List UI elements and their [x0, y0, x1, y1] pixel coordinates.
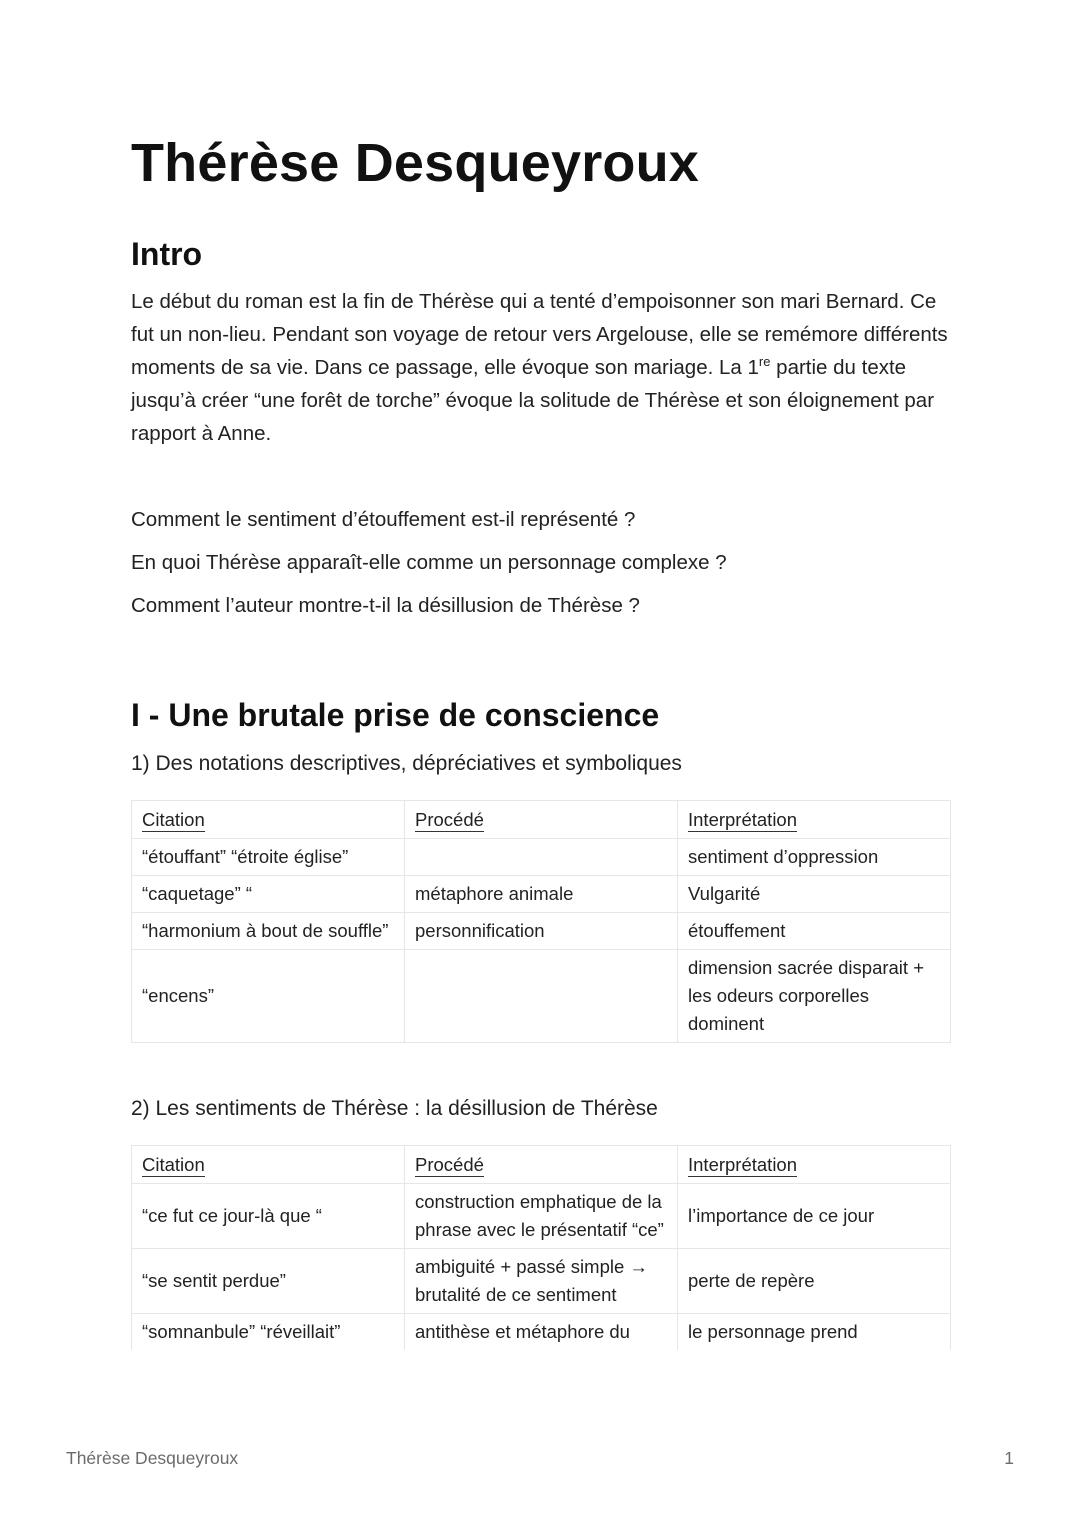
header-interpretation: Interprétation — [688, 1153, 798, 1175]
header-cell — [405, 801, 678, 839]
document-title: Thérèse Desqueyroux — [131, 133, 700, 193]
ordinal-superscript: re — [758, 354, 771, 369]
table-cell: antithèse et métaphore du — [405, 1314, 678, 1351]
intro-text-end: partie du texte jusqu’à créer “une forêt de torche” évoque la solitude de Thérèse et son éloignement par rapport à Anne. — [131, 356, 935, 445]
table-cell: “somnanbule” “réveillait” — [132, 1314, 405, 1351]
table-cell: le personnage prend — [678, 1314, 951, 1351]
problematic-question-2: En quoi Thérèse apparaît-elle comme un personnage complexe ? — [131, 551, 727, 574]
section-heading: I - Une brutale prise de conscience — [131, 697, 660, 733]
header-cell — [132, 801, 405, 839]
table-cell: étouffement — [678, 913, 951, 950]
intro-text-start: Le début du roman est la fin de Thérèse qui a tenté d’empoisonner son mari Bernard. Ce fut un non-lieu. Pendant son voyage de retour vers Argelouse, elle se remémore différents moments de sa vie. Dans ce passage, elle évoque son mariage. La 1 — [131, 290, 948, 379]
table-cell: construction emphatique de la phrase avec le présentatif “ce” — [405, 1184, 678, 1249]
table-cell: “se sentit perdue” — [132, 1249, 405, 1314]
table-row — [132, 1184, 951, 1249]
table-header-row — [132, 1146, 951, 1184]
header-procede: Procédé — [415, 1153, 484, 1175]
subsection-heading-1: 1) Des notations descriptives, dépréciatives et symboliques — [131, 752, 682, 775]
table-cell: personnification — [405, 913, 678, 950]
table-row — [132, 950, 951, 1043]
header-interpretation: Interprétation — [688, 808, 798, 830]
table-cell: l’importance de ce jour — [678, 1184, 951, 1249]
analysis-table-2 — [131, 1145, 951, 1350]
table-row — [132, 1249, 951, 1314]
table-row — [132, 1314, 951, 1351]
header-cell — [678, 1146, 951, 1184]
table-row — [132, 876, 951, 913]
problematic-question-3: Comment l’auteur montre-t-il la désillusion de Thérèse ? — [131, 594, 640, 617]
table-cell: sentiment d’oppression — [678, 839, 951, 876]
header-citation: Citation — [142, 1153, 205, 1175]
table-cell: perte de repère — [678, 1249, 951, 1314]
table-cell: “harmonium à bout de souffle” — [132, 913, 405, 950]
header-cell — [678, 801, 951, 839]
table-row — [132, 913, 951, 950]
table-cell: dimension sacrée disparait + les odeurs corporelles dominent — [678, 950, 951, 1043]
header-procede: Procédé — [415, 808, 484, 830]
table-cell — [405, 839, 678, 876]
intro-heading: Intro — [131, 236, 203, 272]
table-cell: “caquetage” “ — [132, 876, 405, 913]
problematic-question-1: Comment le sentiment d’étouffement est-il représenté ? — [131, 508, 636, 531]
header-cell — [405, 1146, 678, 1184]
table-cell: métaphore animale — [405, 876, 678, 913]
table-cell: Vulgarité — [678, 876, 951, 913]
table-cell — [405, 950, 678, 1043]
page-number: 1 — [1004, 1448, 1014, 1468]
intro-paragraph — [131, 285, 951, 450]
table-row — [132, 839, 951, 876]
table-cell: “encens” — [132, 950, 405, 1043]
header-cell — [132, 1146, 405, 1184]
analysis-table-1 — [131, 800, 951, 1043]
table-header-row — [132, 801, 951, 839]
table-cell: “étouffant” “étroite église” — [132, 839, 405, 876]
subsection-heading-2: 2) Les sentiments de Thérèse : la désillusion de Thérèse — [131, 1097, 658, 1120]
table-cell: “ce fut ce jour-là que “ — [132, 1184, 405, 1249]
footer-document-title: Thérèse Desqueyroux — [66, 1448, 239, 1468]
header-citation: Citation — [142, 808, 205, 830]
table-cell: ambiguité + passé simple → brutalité de ce sentiment — [405, 1249, 678, 1314]
